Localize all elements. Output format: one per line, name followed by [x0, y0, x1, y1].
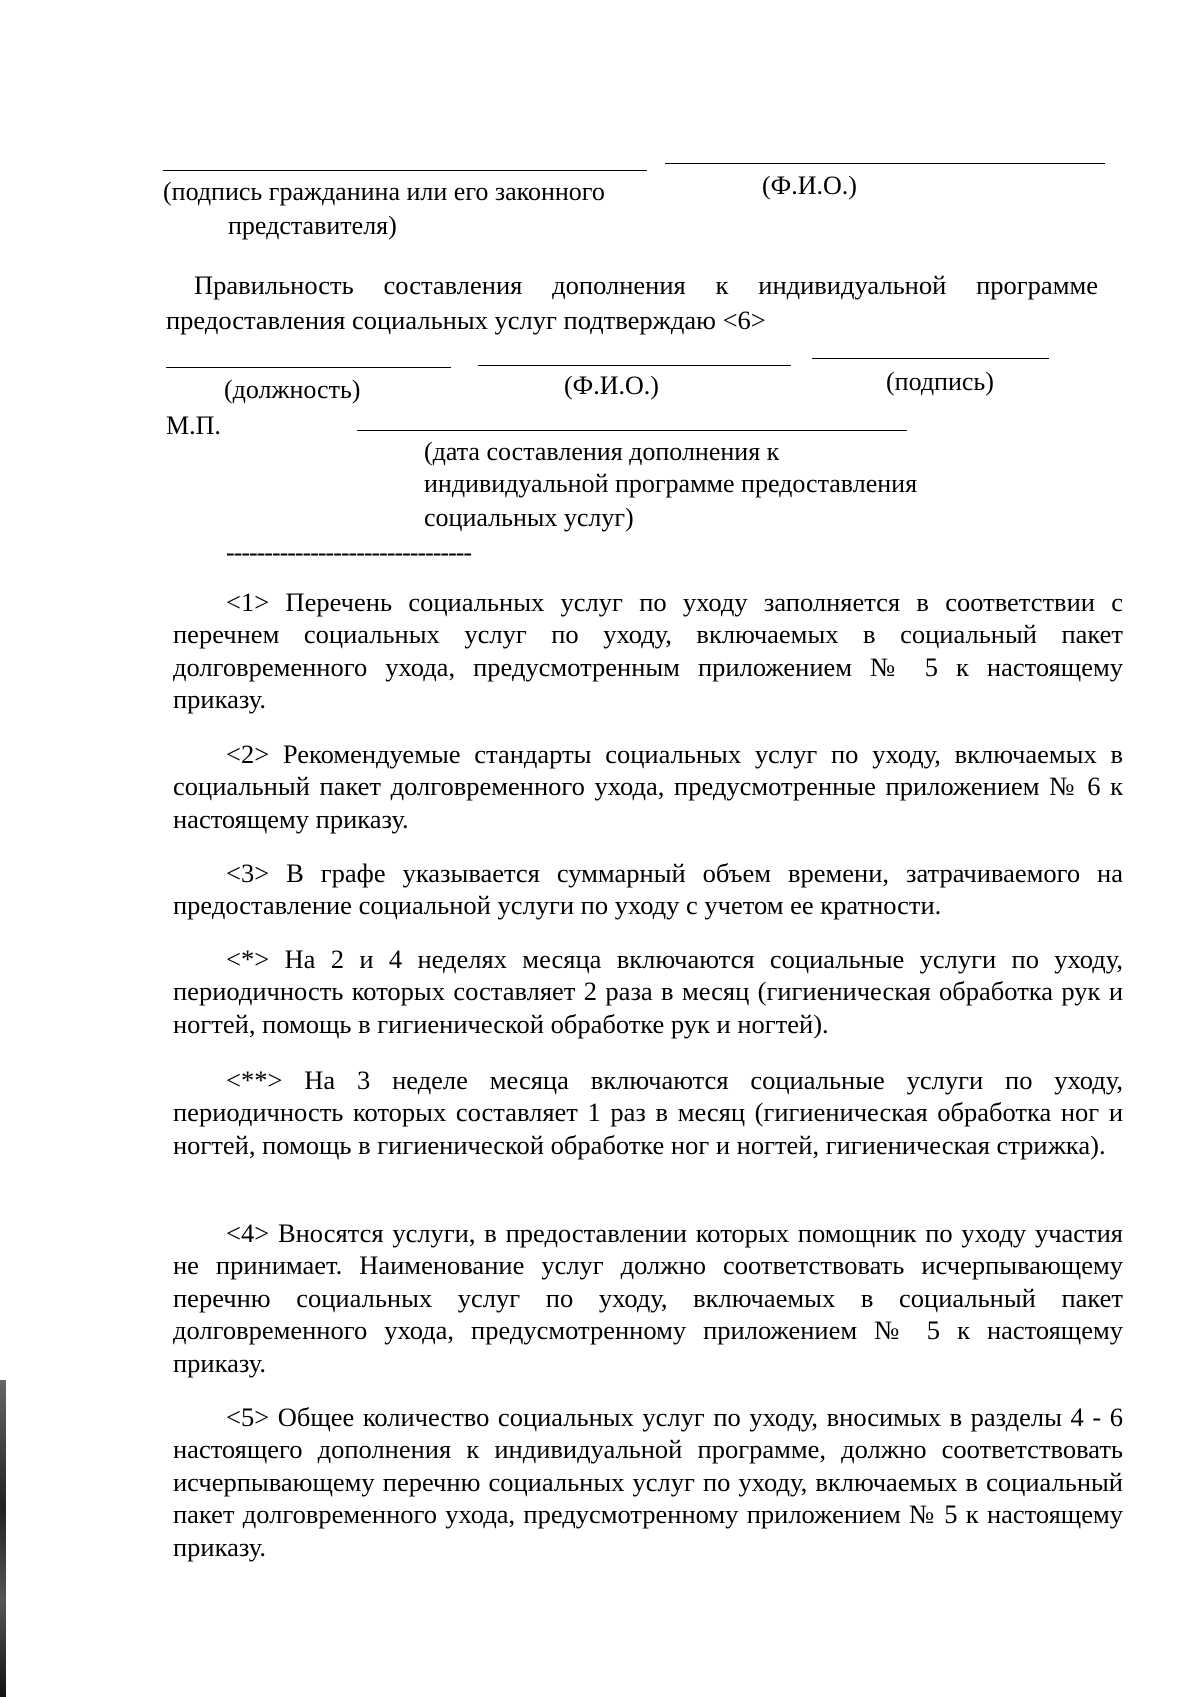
footnote-2: <2> Рекомендуемые стандарты социальных услуг по уходу, включаемых в социальный пакет долговременного ухода, предусмотренные приложением № 6 к настоящему приказу.	[173, 739, 1123, 834]
position-line	[166, 367, 451, 368]
date-label-cont-2: социальных услуг)	[424, 503, 634, 532]
official-name-label: (Ф.И.О.)	[564, 371, 659, 400]
footnote-4: <4> Вносятся услуги, в предоставлении которых помощник по уходу участия не принимает. Наименование услуг должно соответствовать исчерпывающему перечню социальных услуг по уходу, включаемых в социальный пакет долговременного ухода, предусмотренному приложением № 5 к настоящему приказу.	[173, 1218, 1123, 1378]
date-label: (дата составления дополнения к	[424, 437, 780, 466]
citizen-signature-line	[163, 170, 647, 171]
official-name-line	[478, 365, 791, 366]
date-line	[357, 430, 907, 431]
citizen-name-line	[665, 163, 1105, 164]
footnote-5: <5> Общее количество социальных услуг по уходу, вносимых в разделы 4 - 6 настоящего дополнения к индивидуальной программе, должно соответствовать исчерпывающему перечню социальных услуг по уходу, включаемых в социальный пакет долговременного ухода, предусмотренному приложением № 5 к настоящему приказу.	[173, 1402, 1123, 1562]
citizen-name-label: (Ф.И.О.)	[762, 171, 857, 200]
footnote-star-2: <**> На 3 неделе месяца включаются социальные услуги по уходу, периодичность которых составляет 1 раз в месяц (гигиеническая обработка ног и ногтей, помощь в гигиенической обработке ног и ногтей, гигиеническая стрижка).	[173, 1065, 1123, 1160]
footnote-star-1: <*> На 2 и 4 неделях месяца включаются социальные услуги по уходу, периодичность которых составляет 2 раза в месяц (гигиеническая обработка рук и ногтей, помощь в гигиенической обработке рук и ногтей).	[173, 944, 1123, 1039]
footnote-3: <3> В графе указывается суммарный объем времени, затрачиваемого на предоставление социальной услуги по уходу с учетом ее кратности.	[173, 858, 1123, 921]
official-signature-label: (подпись)	[886, 367, 994, 396]
confirmation-text: Правильность составления дополнения к индивидуальной программе предоставления социальных услуг подтверждаю <6>	[166, 270, 1098, 335]
footnote-separator: --------------------------------	[226, 538, 472, 567]
footnote-1: <1> Перечень социальных услуг по уходу заполняется в соответствии с перечнем социальных услуг по уходу, включаемых в социальный пакет долговременного ухода, предусмотренным приложением № 5 к настоящему приказу.	[173, 587, 1123, 715]
citizen-signature-label: (подпись гражданина или его законного	[163, 177, 605, 206]
seal-label: М.П.	[166, 411, 221, 440]
citizen-signature-label-cont: представителя)	[228, 211, 397, 240]
scan-edge	[0, 1380, 6, 1697]
date-label-cont-1: индивидуальной программе предоставления	[424, 469, 918, 498]
official-signature-line	[812, 358, 1049, 359]
position-label: (должность)	[224, 375, 361, 404]
